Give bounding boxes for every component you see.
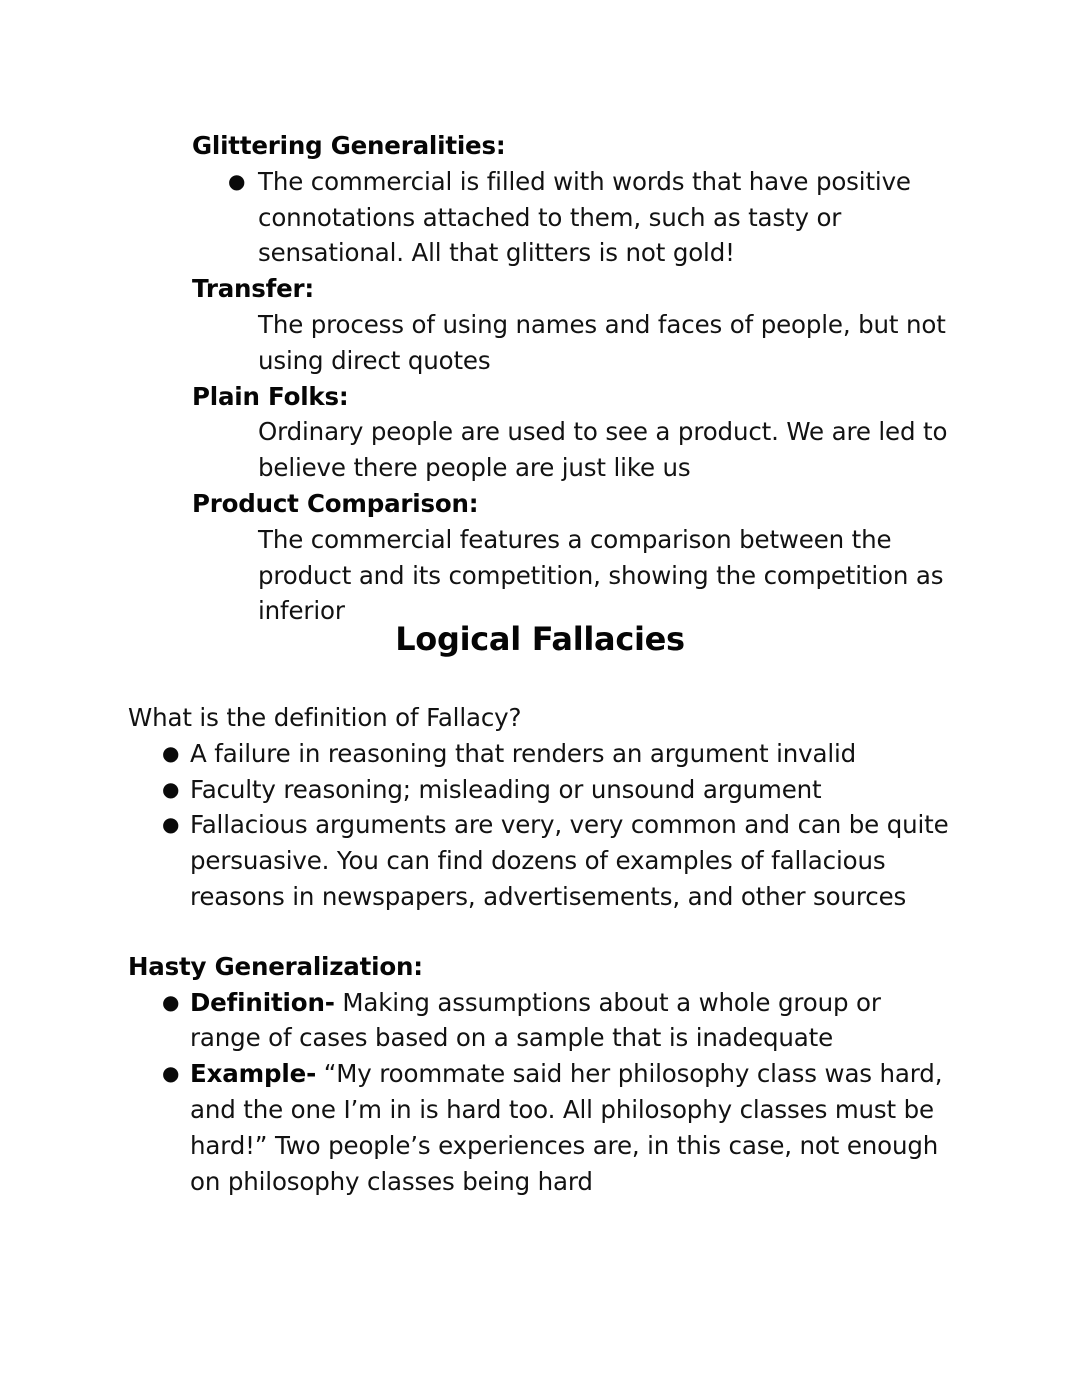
technique-title: Glittering Generalities:: [192, 131, 506, 160]
bullet-dot-icon: ●: [162, 1061, 180, 1086]
bullet-item: [228, 164, 948, 271]
technique-body: The commercial features a comparison between the product and its competition, showing the competition as inferior: [258, 524, 944, 626]
logical-fallacies-section: [128, 700, 958, 1199]
bullet-item: [162, 772, 952, 808]
hasty-generalization-title: Hasty Generalization:: [128, 951, 423, 981]
bullet-item: [162, 807, 952, 914]
bullet-dot-icon: ●: [162, 740, 180, 765]
definition-bullet-text: A failure in reasoning that renders an argument invalid: [190, 738, 857, 768]
example-inline-label: Example-: [190, 1059, 317, 1089]
definition-inline-label: Definition-: [190, 987, 335, 1017]
technique-title: Plain Folks:: [192, 381, 349, 411]
technique-plain-folks: [192, 379, 954, 486]
example-inline-text: “My roommate said her philosophy class was hard, and the one I’m in is hard too. All philosophy classes must be hard!” Two people’s experiences are, in this case, not enough on philosophy classes being hard: [190, 1059, 943, 1196]
technique-title: Product Comparison:: [192, 488, 479, 518]
technique-glittering-generalities: [192, 128, 954, 271]
technique-body: Ordinary people are used to see a product. We are led to believe there people are just like us: [258, 417, 948, 483]
section-heading-logical-fallacies: Logical Fallacies: [395, 620, 685, 658]
propaganda-techniques-section: [192, 128, 954, 629]
definition-question: What is the definition of Fallacy?: [128, 703, 522, 732]
definition-bullet-text: Faculty reasoning; misleading or unsound argument: [190, 774, 822, 804]
bullet-item: [162, 736, 952, 772]
technique-product-comparison: [192, 486, 954, 629]
technique-transfer: [192, 271, 954, 378]
bullet-dot-icon: ●: [162, 776, 180, 801]
technique-title: Transfer:: [192, 274, 315, 304]
bullet-dot-icon: ●: [162, 989, 180, 1014]
example-bullet: [190, 1056, 952, 1199]
bullet-item: [162, 1056, 952, 1199]
bullet-dot-icon: ●: [228, 168, 246, 193]
technique-body: The process of using names and faces of people, but not using direct quotes: [258, 309, 946, 375]
paragraph-spacer: [128, 915, 958, 949]
definition-bullet-text: Fallacious arguments are very, very common and can be quite persuasive. You can find dozens of examples of fallacious reasons in newspapers, advertisements, and other sources: [190, 810, 949, 911]
bullet-item: [162, 985, 952, 1057]
bullet-dot-icon: ●: [162, 812, 180, 837]
technique-body: The commercial is filled with words that have positive connotations attached to them, such as tasty or sensational. All that glitters is not gold!: [258, 166, 911, 268]
definition-bullet: [190, 985, 952, 1057]
definition-inline-text: Making assumptions about a whole group or range of cases based on a sample that is inadequate: [190, 987, 881, 1053]
